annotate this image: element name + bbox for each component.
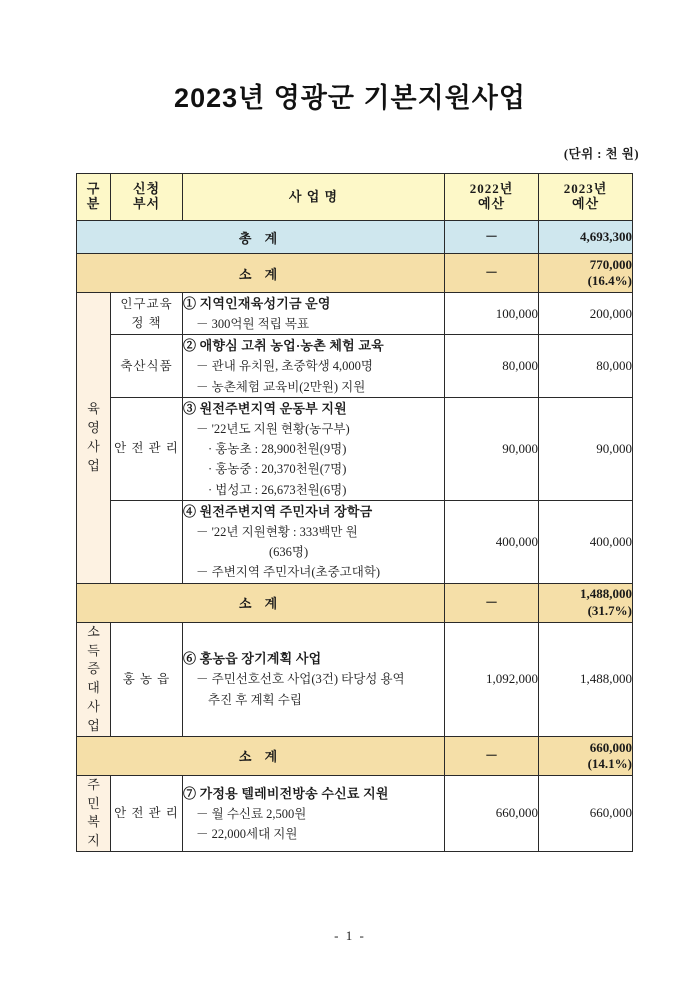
category-char: 소 bbox=[87, 623, 100, 639]
category-char: 복 bbox=[87, 814, 100, 830]
category-char: 민 bbox=[87, 795, 100, 811]
department-cell bbox=[111, 397, 183, 500]
category-char: 대 bbox=[87, 680, 100, 696]
page-title: 2023년 영광군 기본지원사업 bbox=[174, 83, 526, 113]
project-detail-line: － '22년도 지원 현황(농구부) bbox=[196, 421, 350, 436]
subtotal-row bbox=[77, 583, 633, 622]
header-category-line2: 분 bbox=[86, 196, 101, 211]
subtotal-2023 bbox=[539, 736, 633, 775]
grand-total-2023: 4,693,300 bbox=[539, 221, 633, 254]
project-detail-line: · 홍농초 : 28,900천원(9명) bbox=[208, 442, 347, 457]
project-detail-line: － 관내 유치원, 초중학생 4,000명 bbox=[196, 359, 374, 374]
table-row bbox=[77, 397, 633, 500]
category-char: 증 bbox=[87, 661, 100, 677]
category-char: 영 bbox=[87, 420, 100, 435]
category-char: 득 bbox=[87, 642, 100, 658]
project-title: ④ 원전주변지역 주민자녀 장학금 bbox=[183, 503, 373, 519]
project-detail-line: － 월 수신료 2,500원 bbox=[196, 806, 307, 821]
department-label: 축산식품 bbox=[120, 358, 173, 373]
table-row bbox=[77, 775, 633, 851]
budget-2022-value: 80,000 bbox=[445, 335, 539, 398]
project-detail-line: － '22년 지원현황 : 333백만 원 bbox=[196, 524, 358, 539]
header-2023-line2: 예산 bbox=[571, 196, 600, 211]
project-detail-line: － 22,000세대 지원 bbox=[196, 826, 298, 841]
table-row bbox=[77, 293, 633, 335]
project-title: ② 애향심 고취 농업·농촌 체험 교육 bbox=[183, 338, 384, 354]
budget-2023-value: 660,000 bbox=[539, 775, 633, 851]
column-header-project-name: 사 업 명 bbox=[183, 174, 445, 221]
project-detail-line: － 농촌체험 교육비(2만원) 지원 bbox=[196, 379, 366, 394]
department-cell bbox=[111, 335, 183, 398]
budget-2023-value: 90,000 bbox=[539, 397, 633, 500]
budget-table bbox=[76, 173, 633, 852]
budget-2022-value: 400,000 bbox=[445, 500, 539, 583]
header-department-line2: 부서 bbox=[132, 196, 161, 211]
category-char: 사 bbox=[87, 699, 100, 715]
project-detail-line: · 법성고 : 26,673천원(6명) bbox=[208, 482, 347, 497]
project-cell bbox=[183, 775, 445, 851]
department-label: 홍 농 읍 bbox=[122, 671, 171, 686]
category-char: 업 bbox=[87, 717, 100, 733]
project-cell bbox=[183, 397, 445, 500]
subtotal-label: 소 계 bbox=[77, 736, 445, 775]
project-detail-line: (636명) bbox=[269, 545, 309, 560]
column-header-category bbox=[77, 174, 111, 221]
category-cell-3 bbox=[77, 775, 111, 851]
header-category-line1: 구 bbox=[86, 181, 101, 197]
budget-2023-value: 400,000 bbox=[539, 500, 633, 583]
table-body bbox=[77, 221, 633, 852]
project-cell bbox=[183, 335, 445, 398]
grand-total-2022: － bbox=[445, 221, 539, 254]
budget-2022-value: 100,000 bbox=[445, 293, 539, 335]
header-2022-line2: 예산 bbox=[477, 196, 506, 211]
subtotal-2023-value: 1,488,000 bbox=[580, 586, 632, 602]
project-detail-line: － 주민선호선호 사업(3건) 타당성 용역 bbox=[196, 672, 405, 687]
table-row bbox=[77, 622, 633, 736]
column-header-budget-2023 bbox=[539, 174, 633, 221]
column-header-department bbox=[111, 174, 183, 221]
subtotal-2023-value: 660,000 bbox=[589, 739, 632, 755]
department-label: 인구교육 bbox=[120, 296, 173, 311]
header-2022-line1: 2022년 bbox=[469, 181, 514, 197]
grand-total-label: 총 계 bbox=[77, 221, 445, 254]
department-label: 안 전 관 리 bbox=[114, 441, 179, 456]
subtotal-label: 소 계 bbox=[77, 254, 445, 293]
unit-note: (단위 : 천 원) bbox=[563, 147, 639, 161]
budget-2022-value: 90,000 bbox=[445, 397, 539, 500]
project-title: ⑦ 가정용 텔레비전방송 수신료 지원 bbox=[183, 785, 389, 801]
subtotal-2023-percent: (16.4%) bbox=[587, 273, 632, 288]
category-cell-1 bbox=[77, 293, 111, 584]
department-cell bbox=[111, 293, 183, 335]
subtotal-2023-value: 770,000 bbox=[589, 256, 632, 272]
project-cell bbox=[183, 500, 445, 583]
budget-2023-value: 200,000 bbox=[539, 293, 633, 335]
subtotal-label: 소 계 bbox=[77, 583, 445, 622]
project-detail-line: 추진 후 계획 수립 bbox=[208, 692, 302, 707]
table-header bbox=[77, 174, 633, 221]
project-cell bbox=[183, 622, 445, 736]
department-cell bbox=[111, 622, 183, 736]
category-char: 육 bbox=[87, 401, 100, 417]
project-detail-line: － 주변지역 주민자녀(초중고대학) bbox=[196, 565, 381, 580]
subtotal-2023 bbox=[539, 254, 633, 293]
subtotal-2023 bbox=[539, 583, 633, 622]
table-row bbox=[77, 335, 633, 398]
header-department-line1: 신청 bbox=[132, 181, 161, 197]
budget-2022-value: 1,092,000 bbox=[445, 622, 539, 736]
header-row bbox=[77, 174, 633, 221]
category-char: 주 bbox=[87, 776, 100, 792]
department-label: 정 책 bbox=[131, 315, 162, 330]
column-header-budget-2022 bbox=[445, 174, 539, 221]
subtotal-row bbox=[77, 254, 633, 293]
project-title: ⑥ 홍농읍 장기계획 사업 bbox=[183, 651, 322, 667]
header-2023-line1: 2023년 bbox=[563, 181, 608, 197]
subtotal-row bbox=[77, 736, 633, 775]
subtotal-2023-percent: (31.7%) bbox=[587, 602, 632, 618]
department-label: 안 전 관 리 bbox=[114, 806, 179, 821]
page-number: - 1 - bbox=[334, 928, 366, 943]
project-cell bbox=[183, 293, 445, 335]
department-cell bbox=[111, 775, 183, 851]
project-title: ① 지역인재육성기금 운영 bbox=[183, 296, 331, 311]
table-row bbox=[77, 500, 633, 583]
category-char: 사 bbox=[87, 438, 100, 454]
category-char: 업 bbox=[87, 457, 100, 473]
category-char: 지 bbox=[87, 833, 100, 849]
project-detail-line: · 홍농중 : 20,370천원(7명) bbox=[208, 462, 347, 477]
grand-total-row bbox=[77, 221, 633, 254]
subtotal-2023-percent: (14.1%) bbox=[587, 755, 632, 771]
subtotal-2022: － bbox=[445, 254, 539, 293]
project-detail-line: － 300억원 적립 목표 bbox=[196, 317, 310, 332]
budget-2023-value: 80,000 bbox=[539, 335, 633, 398]
department-cell bbox=[111, 500, 183, 583]
category-cell-2 bbox=[77, 622, 111, 736]
budget-2023-value: 1,488,000 bbox=[539, 622, 633, 736]
project-title: ③ 원전주변지역 운동부 지원 bbox=[183, 400, 347, 416]
subtotal-2022: － bbox=[445, 736, 539, 775]
budget-2022-value: 660,000 bbox=[445, 775, 539, 851]
subtotal-2022: － bbox=[445, 583, 539, 622]
